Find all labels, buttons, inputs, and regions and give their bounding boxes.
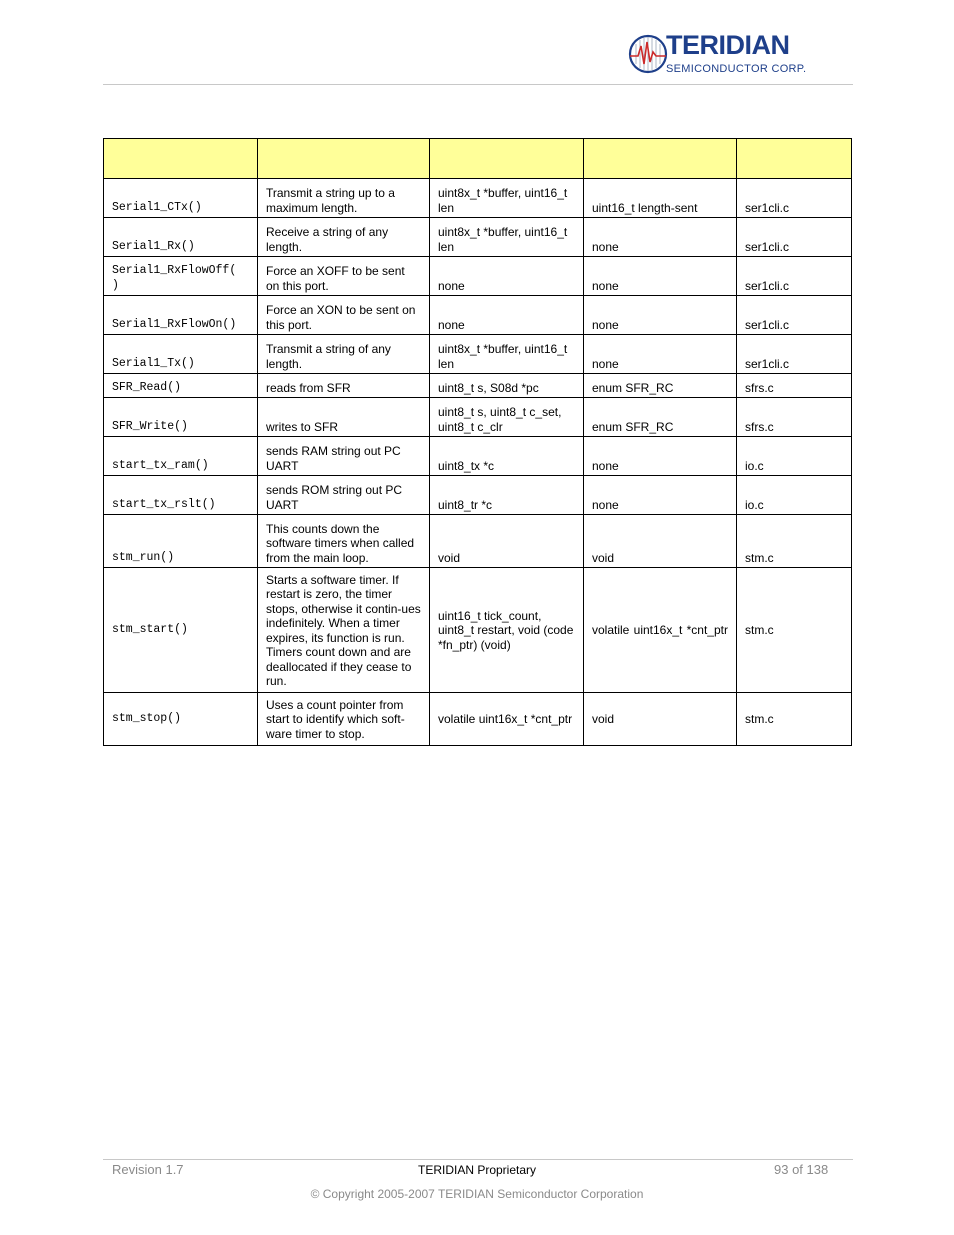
logo-subtitle: SEMICONDUCTOR CORP. <box>666 63 807 75</box>
function-return: uint16_t length-sent <box>584 179 737 218</box>
function-return: none <box>584 437 737 476</box>
function-parameters: uint16_t tick_count, uint8_t restart, void (code *fn_ptr) (void) <box>430 568 584 693</box>
table-row <box>104 398 852 437</box>
function-name: stm_stop() <box>104 693 258 746</box>
header-cell <box>737 139 852 179</box>
function-description: Starts a software timer. If restart is zero, the timer stops, otherwise it contin-ues indefinitely. When a timer expires, its function is run. Timers count down and are deallocated if they cease to run. <box>258 568 430 693</box>
table-row <box>104 568 852 693</box>
function-source-file: ser1cli.c <box>737 296 852 335</box>
function-description: This counts down the software timers when called from the main loop. <box>258 515 430 568</box>
function-return: none <box>584 296 737 335</box>
table-row <box>104 296 852 335</box>
header-divider <box>103 84 853 85</box>
function-parameters: volatile uint16x_t *cnt_ptr <box>430 693 584 746</box>
table-header-row <box>104 139 852 179</box>
function-return: none <box>584 476 737 515</box>
function-description: Receive a string of any length. <box>258 218 430 257</box>
teridian-logo-icon <box>628 32 668 76</box>
function-description: sends ROM string out PC UART <box>258 476 430 515</box>
function-return: none <box>584 335 737 374</box>
table-row <box>104 374 852 398</box>
table-row <box>104 218 852 257</box>
function-source-file: stm.c <box>737 693 852 746</box>
table-row <box>104 693 852 746</box>
function-parameters: uint8x_t *buffer, uint16_t len <box>430 218 584 257</box>
function-description: Transmit a string of any length. <box>258 335 430 374</box>
function-parameters: uint8_t s, uint8_t c_set, uint8_t c_clr <box>430 398 584 437</box>
function-parameters: none <box>430 296 584 335</box>
header-cell <box>584 139 737 179</box>
footer-divider <box>103 1159 853 1160</box>
page-number: 93 of 138 <box>774 1162 829 1177</box>
function-source-file: stm.c <box>737 515 852 568</box>
function-name: start_tx_rslt() <box>104 476 258 515</box>
function-name: stm_start() <box>104 568 258 693</box>
function-description: Transmit a string up to a maximum length. <box>258 179 430 218</box>
function-return: none <box>584 218 737 257</box>
header-cell <box>104 139 258 179</box>
copyright-notice: © Copyright 2005-2007 TERIDIAN Semiconductor Corporation <box>310 1187 644 1201</box>
function-name: start_tx_ram() <box>104 437 258 476</box>
company-logo <box>628 30 833 80</box>
function-name: Serial1_Tx() <box>104 335 258 374</box>
function-return: enum SFR_RC <box>584 374 737 398</box>
table-row <box>104 437 852 476</box>
function-name: Serial1_RxFlowOff( ) <box>104 257 258 296</box>
function-source-file: ser1cli.c <box>737 218 852 257</box>
function-source-file: ser1cli.c <box>737 335 852 374</box>
function-return: void <box>584 515 737 568</box>
logo-wordmark: TERIDIAN <box>666 30 790 60</box>
function-parameters: uint8x_t *buffer, uint16_t len <box>430 335 584 374</box>
function-name: stm_run() <box>104 515 258 568</box>
function-name: Serial1_Rx() <box>104 218 258 257</box>
api-function-table <box>103 138 852 746</box>
header-cell <box>258 139 430 179</box>
function-name: Serial1_CTx() <box>104 179 258 218</box>
function-description: reads from SFR <box>258 374 430 398</box>
function-return: void <box>584 693 737 746</box>
table-row <box>104 257 852 296</box>
header-cell <box>430 139 584 179</box>
function-return: enum SFR_RC <box>584 398 737 437</box>
table-row <box>104 179 852 218</box>
function-source-file: ser1cli.c <box>737 257 852 296</box>
function-source-file: io.c <box>737 476 852 515</box>
function-description: Force an XON to be sent on this port. <box>258 296 430 335</box>
function-name: SFR_Read() <box>104 374 258 398</box>
function-source-file: io.c <box>737 437 852 476</box>
function-parameters: none <box>430 257 584 296</box>
table-row <box>104 515 852 568</box>
proprietary-label: TERIDIAN Proprietary <box>417 1163 537 1177</box>
function-description: Uses a count pointer from start to identify which soft-ware timer to stop. <box>258 693 430 746</box>
table-row <box>104 335 852 374</box>
function-parameters: uint8_tr *c <box>430 476 584 515</box>
function-name: Serial1_RxFlowOn() <box>104 296 258 335</box>
function-name: SFR_Write() <box>104 398 258 437</box>
function-parameters: uint8_tx *c <box>430 437 584 476</box>
function-parameters: void <box>430 515 584 568</box>
function-parameters: uint8x_t *buffer, uint16_t len <box>430 179 584 218</box>
function-return: volatile uint16x_t *cnt_ptr <box>584 568 737 693</box>
function-parameters: uint8_t s, S08d *pc <box>430 374 584 398</box>
table-row <box>104 476 852 515</box>
function-description: writes to SFR <box>258 398 430 437</box>
function-description: sends RAM string out PC UART <box>258 437 430 476</box>
function-description: Force an XOFF to be sent on this port. <box>258 257 430 296</box>
function-return: none <box>584 257 737 296</box>
revision-label: Revision 1.7 <box>112 1162 184 1177</box>
function-source-file: stm.c <box>737 568 852 693</box>
function-source-file: sfrs.c <box>737 374 852 398</box>
function-source-file: sfrs.c <box>737 398 852 437</box>
function-source-file: ser1cli.c <box>737 179 852 218</box>
